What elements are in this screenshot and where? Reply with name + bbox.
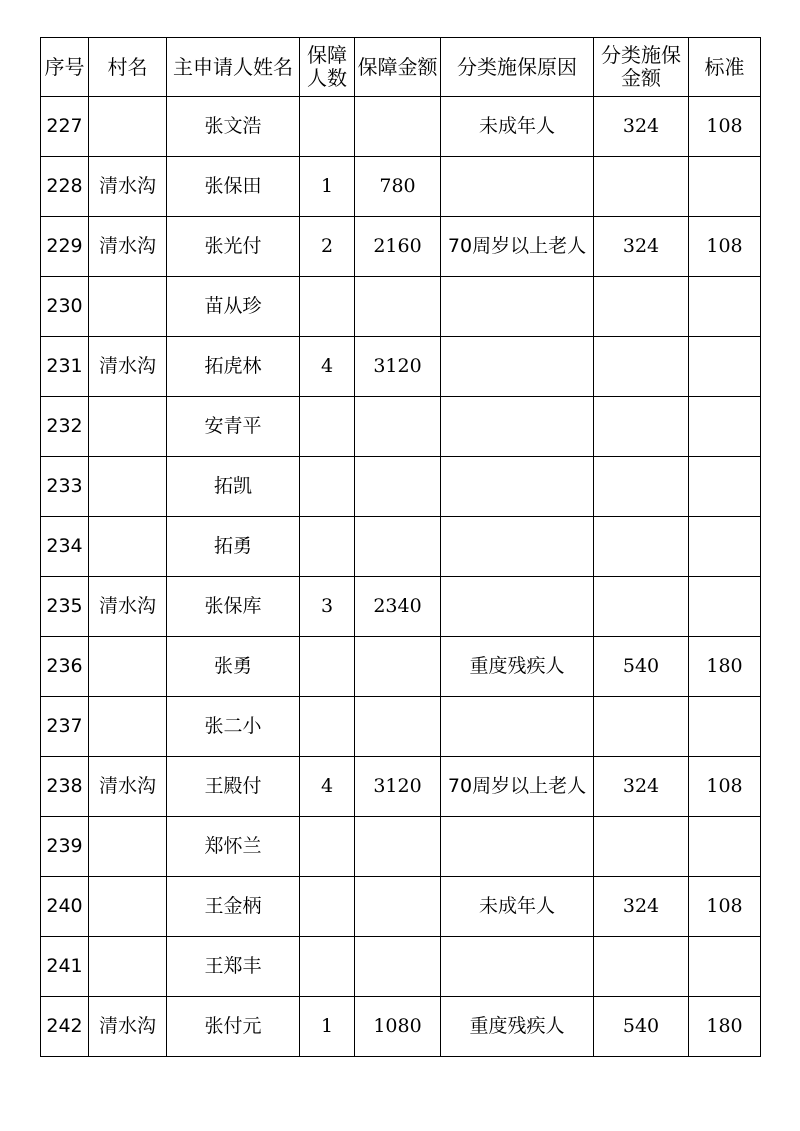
cell-village: [89, 877, 167, 937]
cell-class-amount: 324: [594, 877, 689, 937]
cell-standard: 108: [689, 217, 761, 277]
cell-seq: 232: [41, 397, 89, 457]
cell-amount: 2340: [355, 577, 441, 637]
table-row: [41, 577, 761, 637]
header-row: [41, 38, 761, 97]
cell-amount: 1080: [355, 997, 441, 1057]
cell-people: 2: [300, 217, 355, 277]
cell-applicant: 张保库: [167, 577, 300, 637]
cell-standard: 108: [689, 97, 761, 157]
cell-seq: 240: [41, 877, 89, 937]
cell-applicant: 郑怀兰: [167, 817, 300, 877]
cell-amount: [355, 397, 441, 457]
cell-class-amount: [594, 817, 689, 877]
cell-people: 1: [300, 157, 355, 217]
cell-people: [300, 697, 355, 757]
cell-seq: 234: [41, 517, 89, 577]
cell-reason: 重度残疾人: [441, 637, 594, 697]
cell-reason: [441, 157, 594, 217]
cell-village: 清水沟: [89, 337, 167, 397]
cell-reason: [441, 337, 594, 397]
cell-applicant: 王金柄: [167, 877, 300, 937]
cell-seq: 231: [41, 337, 89, 397]
header-seq: 序号: [41, 38, 89, 97]
cell-seq: 238: [41, 757, 89, 817]
cell-applicant: 张文浩: [167, 97, 300, 157]
cell-seq: 227: [41, 97, 89, 157]
cell-standard: 108: [689, 757, 761, 817]
cell-reason: 未成年人: [441, 97, 594, 157]
cell-people: [300, 97, 355, 157]
cell-amount: [355, 817, 441, 877]
header-people: 保障人数: [300, 38, 355, 97]
cell-applicant: 张二小: [167, 697, 300, 757]
cell-seq: 241: [41, 937, 89, 997]
cell-amount: 3120: [355, 337, 441, 397]
cell-reason: 重度残疾人: [441, 997, 594, 1057]
cell-amount: [355, 697, 441, 757]
cell-people: [300, 517, 355, 577]
cell-class-amount: 324: [594, 97, 689, 157]
cell-village: [89, 937, 167, 997]
cell-amount: [355, 97, 441, 157]
table-row: [41, 817, 761, 877]
cell-village: [89, 817, 167, 877]
cell-standard: [689, 157, 761, 217]
table-row: [41, 757, 761, 817]
table-row: [41, 877, 761, 937]
cell-people: [300, 817, 355, 877]
table-row: [41, 397, 761, 457]
cell-applicant: 张保田: [167, 157, 300, 217]
cell-reason: [441, 577, 594, 637]
cell-standard: 180: [689, 637, 761, 697]
cell-amount: [355, 277, 441, 337]
cell-people: [300, 937, 355, 997]
table-row: [41, 337, 761, 397]
cell-seq: 242: [41, 997, 89, 1057]
cell-reason: [441, 457, 594, 517]
cell-people: [300, 397, 355, 457]
cell-class-amount: [594, 577, 689, 637]
cell-amount: 3120: [355, 757, 441, 817]
cell-class-amount: [594, 157, 689, 217]
cell-amount: 780: [355, 157, 441, 217]
cell-class-amount: [594, 457, 689, 517]
table-row: [41, 457, 761, 517]
cell-applicant: 拓凯: [167, 457, 300, 517]
cell-class-amount: 324: [594, 217, 689, 277]
table-row: [41, 697, 761, 757]
cell-reason: 未成年人: [441, 877, 594, 937]
header-reason: 分类施保原因: [441, 38, 594, 97]
cell-amount: 2160: [355, 217, 441, 277]
cell-seq: 229: [41, 217, 89, 277]
cell-village: 清水沟: [89, 157, 167, 217]
table-row: [41, 937, 761, 997]
cell-reason: 70周岁以上老人: [441, 217, 594, 277]
cell-village: [89, 697, 167, 757]
cell-reason: [441, 697, 594, 757]
table-row: [41, 517, 761, 577]
cell-seq: 233: [41, 457, 89, 517]
cell-class-amount: 540: [594, 997, 689, 1057]
cell-village: [89, 637, 167, 697]
cell-reason: [441, 397, 594, 457]
cell-people: [300, 457, 355, 517]
cell-applicant: 张光付: [167, 217, 300, 277]
cell-amount: [355, 637, 441, 697]
cell-seq: 237: [41, 697, 89, 757]
cell-seq: 230: [41, 277, 89, 337]
cell-standard: 180: [689, 997, 761, 1057]
cell-class-amount: [594, 937, 689, 997]
cell-applicant: 张勇: [167, 637, 300, 697]
cell-class-amount: [594, 337, 689, 397]
table-row: [41, 97, 761, 157]
header-village: 村名: [89, 38, 167, 97]
cell-people: 3: [300, 577, 355, 637]
cell-amount: [355, 457, 441, 517]
table-row: [41, 157, 761, 217]
cell-seq: 236: [41, 637, 89, 697]
cell-applicant: 安青平: [167, 397, 300, 457]
table-row: [41, 217, 761, 277]
welfare-table: [40, 37, 761, 1057]
table-row: [41, 997, 761, 1057]
cell-village: [89, 397, 167, 457]
cell-reason: [441, 277, 594, 337]
cell-class-amount: [594, 517, 689, 577]
cell-people: [300, 277, 355, 337]
cell-reason: [441, 817, 594, 877]
cell-seq: 228: [41, 157, 89, 217]
cell-class-amount: 540: [594, 637, 689, 697]
cell-standard: [689, 397, 761, 457]
cell-class-amount: [594, 697, 689, 757]
cell-standard: [689, 457, 761, 517]
cell-applicant: 苗从珍: [167, 277, 300, 337]
cell-amount: [355, 517, 441, 577]
cell-village: 清水沟: [89, 757, 167, 817]
header-applicant: 主申请人姓名: [167, 38, 300, 97]
cell-reason: [441, 517, 594, 577]
cell-seq: 239: [41, 817, 89, 877]
cell-seq: 235: [41, 577, 89, 637]
cell-reason: [441, 937, 594, 997]
cell-village: 清水沟: [89, 217, 167, 277]
cell-people: [300, 877, 355, 937]
header-amount: 保障金额: [355, 38, 441, 97]
cell-standard: [689, 577, 761, 637]
cell-standard: [689, 697, 761, 757]
cell-standard: [689, 277, 761, 337]
cell-amount: [355, 937, 441, 997]
cell-standard: [689, 937, 761, 997]
cell-applicant: 王殿付: [167, 757, 300, 817]
cell-class-amount: 324: [594, 757, 689, 817]
cell-village: [89, 457, 167, 517]
cell-applicant: 拓虎林: [167, 337, 300, 397]
table-row: [41, 277, 761, 337]
cell-standard: [689, 817, 761, 877]
cell-standard: [689, 337, 761, 397]
cell-people: [300, 637, 355, 697]
cell-village: 清水沟: [89, 997, 167, 1057]
cell-village: [89, 97, 167, 157]
cell-village: 清水沟: [89, 577, 167, 637]
header-standard: 标准: [689, 38, 761, 97]
cell-applicant: 拓勇: [167, 517, 300, 577]
cell-people: 4: [300, 337, 355, 397]
cell-applicant: 张付元: [167, 997, 300, 1057]
cell-applicant: 王郑丰: [167, 937, 300, 997]
table-body: [41, 97, 761, 1057]
cell-class-amount: [594, 277, 689, 337]
header-class-amount: 分类施保金额: [594, 38, 689, 97]
cell-people: 4: [300, 757, 355, 817]
cell-village: [89, 517, 167, 577]
cell-standard: 108: [689, 877, 761, 937]
cell-amount: [355, 877, 441, 937]
cell-village: [89, 277, 167, 337]
cell-class-amount: [594, 397, 689, 457]
cell-standard: [689, 517, 761, 577]
cell-reason: 70周岁以上老人: [441, 757, 594, 817]
cell-people: 1: [300, 997, 355, 1057]
table-row: [41, 637, 761, 697]
